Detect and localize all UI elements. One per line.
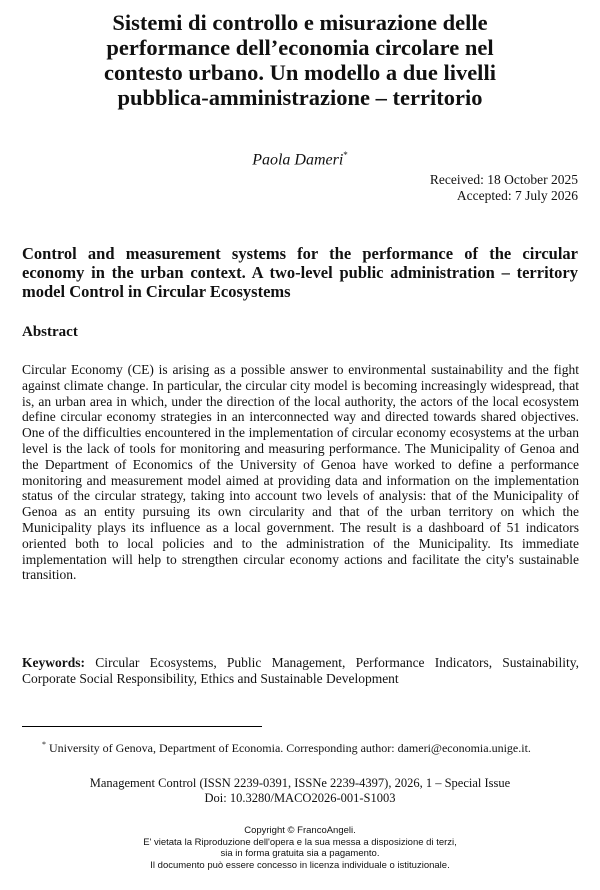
abstract-text: Circular Economy (CE) is arising as a possible answer to environmental sustainability and the fight against climate change. In particular, the circular city model is becoming increasingly widespread, that is, an urban area in which, under the direction of the local authority, the actors of the local ecosystem define circular economy strategies in an interconnected way and directed towards shared objectives. One of the difficulties encountered in the implementation of circular economy ecosystems at the urban level is the lack of tools for monitoring and measuring performance. The Municipality of Genoa and the Department of Economics of the University of Genoa have worked to define a performance monitoring and measurement model aimed at providing data and information on the implementation status of the circular strategy, taking into account two levels of analysis: that of the Municipality of Genoa as an entity pursuing its own circularity and that of the urban territory on which the Municipality plays its influence as a local government. The result is a dashboard of 51 indicators oriented both to local policies and to the administration of the Municipality. Its immediate implementation will help to strengthen circular economy actions and facilitate the city's sustainable transition. [22, 362, 579, 583]
submission-dates [430, 172, 578, 204]
title-line: pubblica-amministrazione – territorio [117, 85, 483, 110]
abstract-heading: Abstract [22, 324, 78, 340]
received-date: Received: 18 October 2025 [429, 172, 578, 187]
journal-info [0, 776, 600, 806]
copyright-notice [0, 825, 600, 871]
copyright-line: sia in forma gratuita sia a pagamento. [220, 848, 380, 859]
copyright-line: E' vietata la Riproduzione dell'opera e la sua messa a disposizione di terzi, [143, 836, 457, 848]
footnote-divider [22, 726, 262, 727]
english-title: Control and measurement systems for the performance of the circular economy in the urban context. A two-level public administration – territory model Control in Circular Ecosystems [22, 244, 578, 301]
footnote-mark: * [42, 740, 46, 749]
author-name: Paola Dameri [252, 151, 344, 169]
title-line: performance dell’economia circolare nel [106, 35, 494, 60]
copyright-line: Il documento può essere concesso in licenza individuale o istituzionale. [150, 859, 450, 871]
journal-citation: Management Control (ISSN 2239-0391, ISSNe 2239-4397), 2026, 1 – Special Issue [89, 776, 511, 790]
journal-doi: Doi: 10.3280/MACO2026-001-S1003 [204, 791, 396, 805]
author-line [0, 150, 600, 169]
keywords-text: Circular Ecosystems, Public Management, Performance Indicators, Sustainability, Corporate Social Responsibility, Ethics and Sustainable Development [22, 655, 580, 686]
copyright-line: Copyright © FrancoAngeli. [244, 825, 356, 836]
paper-title [40, 10, 560, 110]
author-footnote-mark: * [343, 150, 348, 160]
accepted-date: Accepted: 7 July 2026 [456, 188, 578, 203]
title-line: contesto urbano. Un modello a due livelli [104, 60, 496, 85]
footnote-text: University of Genova, Department of Economia. Corresponding author: dameri@economia.unige.it. [49, 741, 531, 755]
keywords-label: Keywords: [22, 655, 85, 670]
keywords [22, 655, 579, 687]
author-footnote [22, 737, 579, 756]
title-line: Sistemi di controllo e misurazione delle [112, 10, 488, 35]
